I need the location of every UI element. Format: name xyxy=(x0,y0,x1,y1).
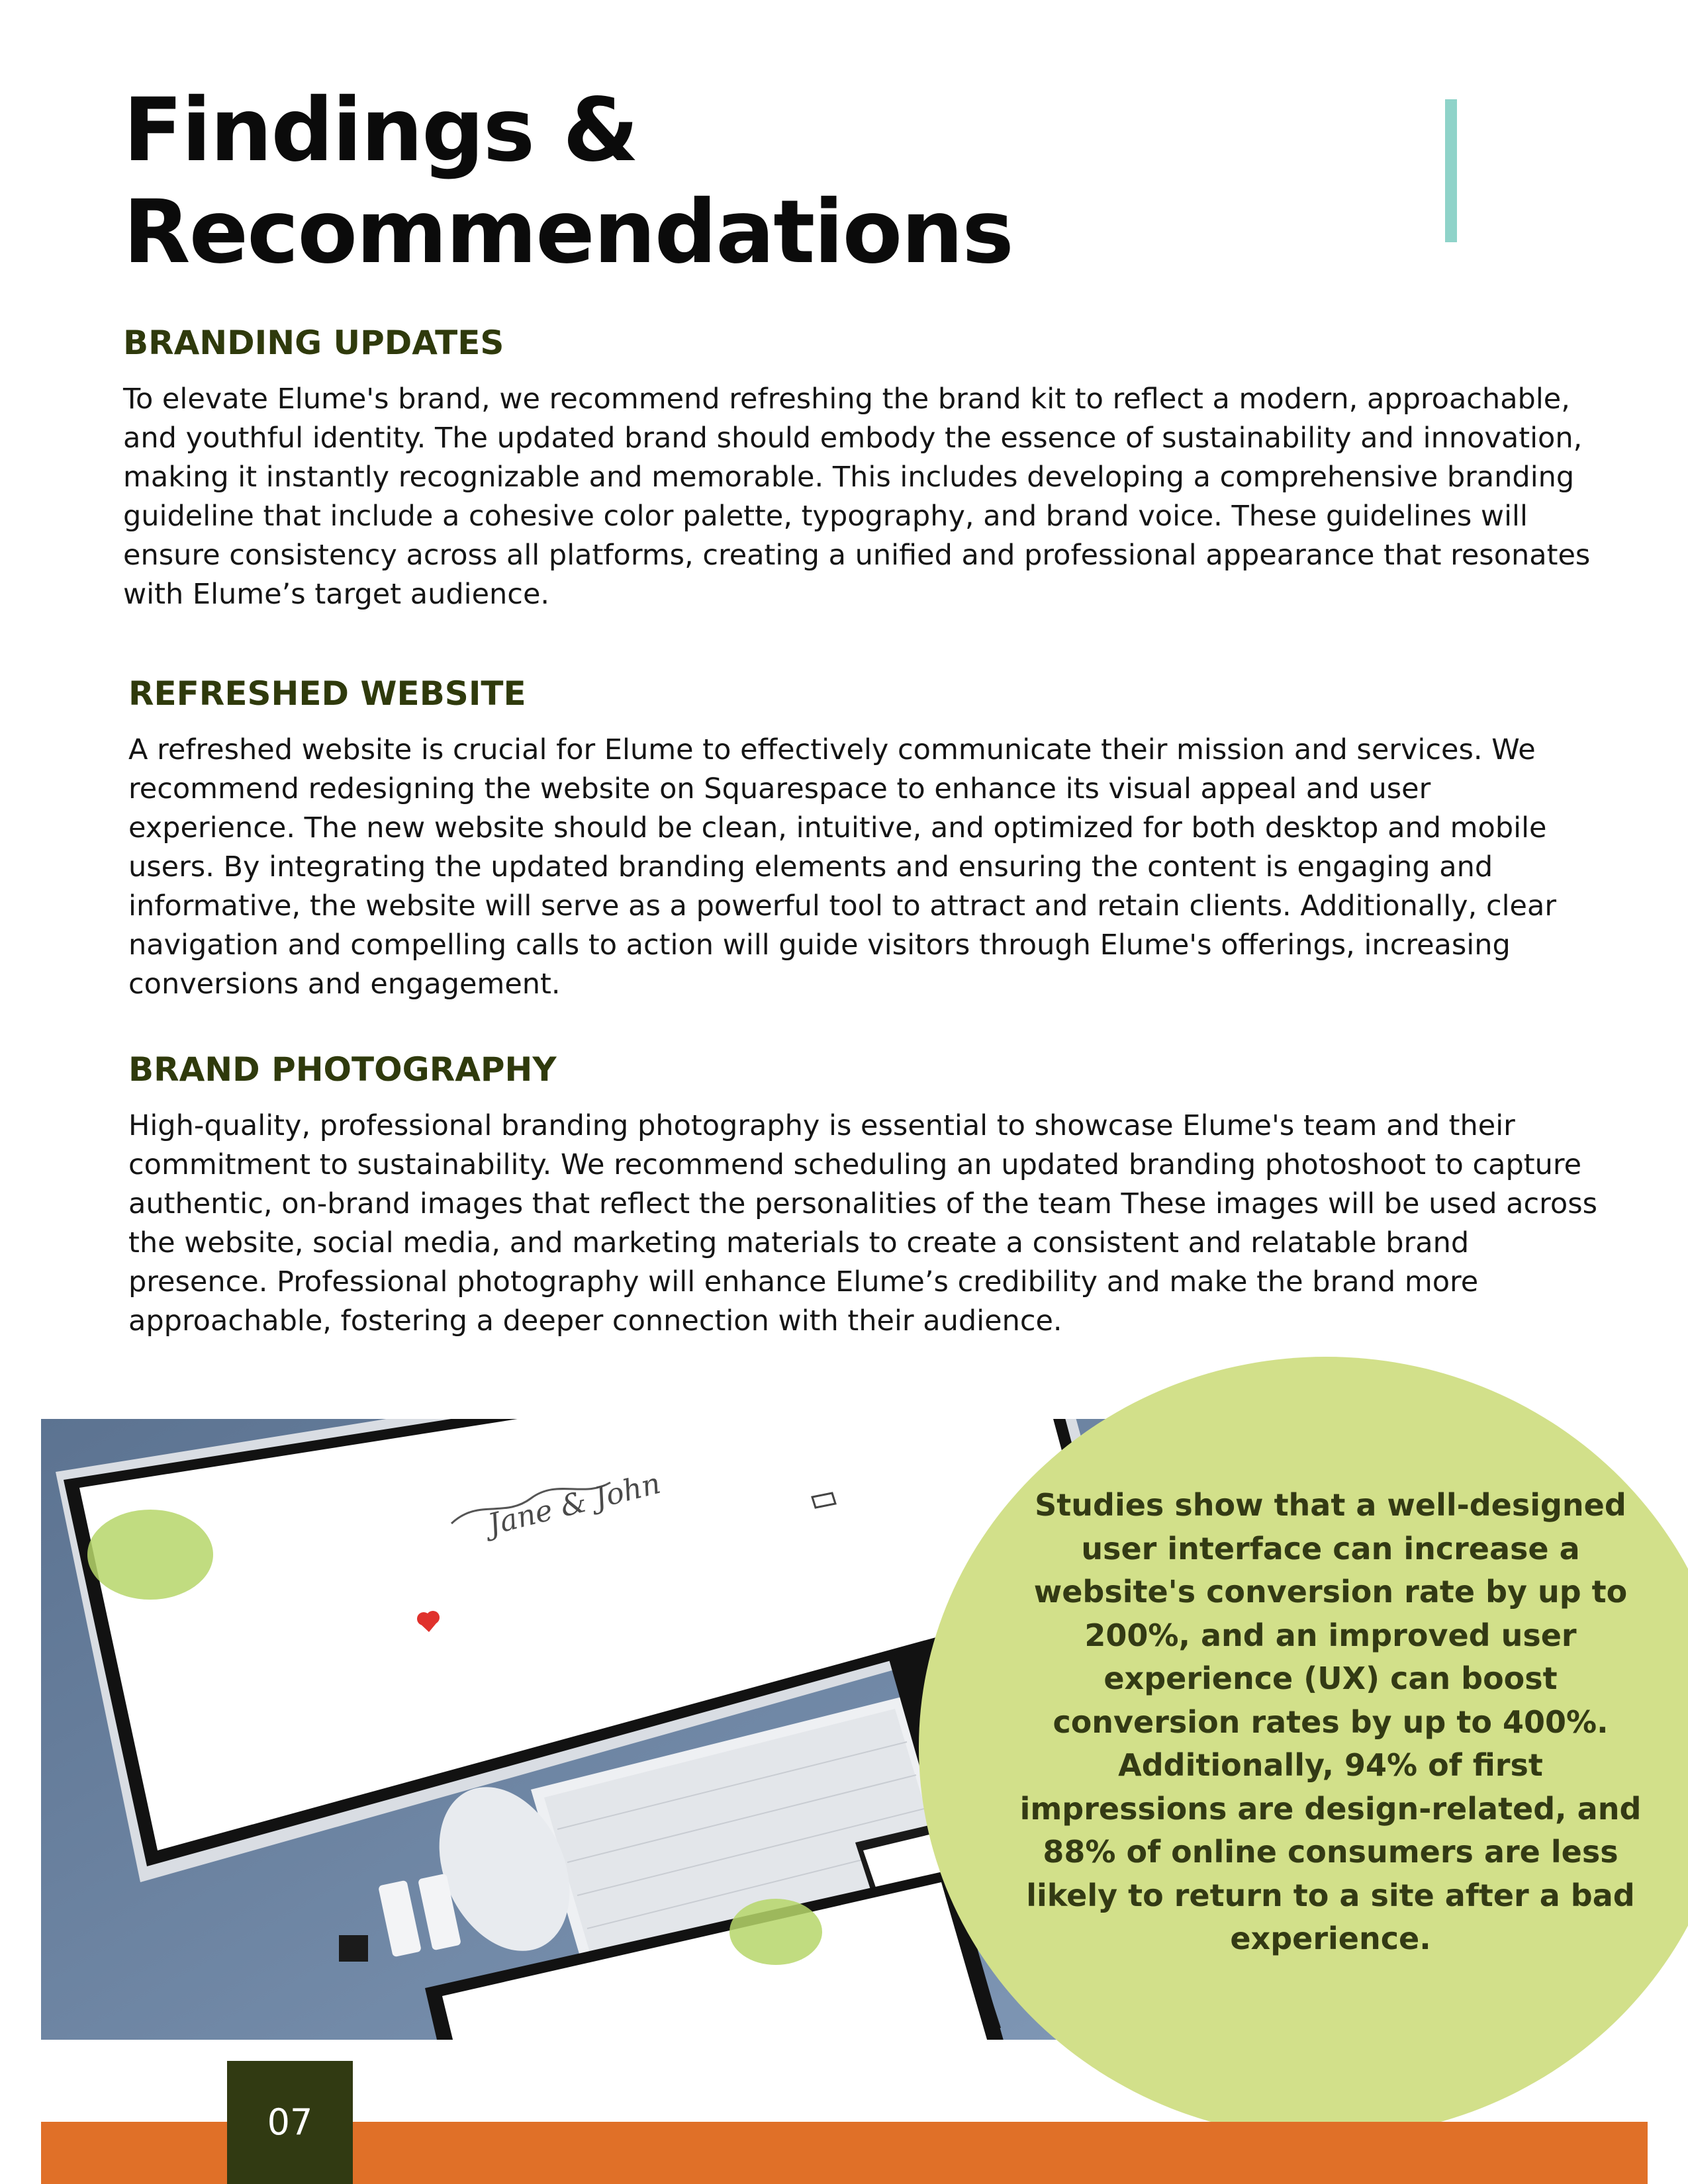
section-body: High-quality, professional branding photography is essential to showcase Elume's team and their commitment to sustainability. We recommend scheduling an updated branding photoshoot to capture authentic, on-brand images that reflect the personalities of the team These images will be used across the website, social media, and marketing materials to create a consistent and relatable brand presence. Professional photography will enhance Elume’s credibility and make the brand more approachable, fostering a deeper connection with their audience. xyxy=(128,1109,1598,1338)
page-number: 07 xyxy=(267,2101,313,2143)
section-heading: BRANDING UPDATES xyxy=(123,324,504,362)
section-branding-updates xyxy=(123,323,1599,614)
stat-callout-text: Studies show that a well-designed user interface can increase a website's conversion rate by up to 200%, and an improved user experience (UX) can boost conversion rates by up to 400%. Additionally, 94% of first impressions are design-related, and 88% of online consumers are less likely to return to a site after a bad experience. xyxy=(1019,1487,1642,1956)
section-body: A refreshed website is crucial for Elume to effectively communicate their mission and services. We recommend redesigning the website on Squarespace to enhance its visual appeal and user experience. The new website should be clean, intuitive, and optimized for both desktop and mobile users. By integrating the updated branding elements and ensuring the content is engaging and informative, the website will serve as a powerful tool to attract and retain clients. Additionally, clear navigation and compelling calls to action will guide visitors through Elume's offerings, increasing conversions and engagement. xyxy=(128,733,1557,1001)
accent-bar xyxy=(1445,99,1457,242)
section-body: To elevate Elume's brand, we recommend refreshing the brand kit to reflect a modern, approachable, and youthful identity. The updated brand should embody the essence of sustainability and innovation, making it instantly recognizable and memorable. This includes developing a comprehensive branding guideline that include a cohesive color palette, typography, and brand voice. These guidelines will ensure consistency across all platforms, creating a unified and professional appearance that resonates with Elume’s target audience. xyxy=(123,383,1591,611)
page-title-line-1: Findings & xyxy=(123,79,638,181)
section-heading: REFRESHED WEBSITE xyxy=(128,674,526,713)
watercolor-leaf xyxy=(87,1510,213,1600)
binder-clip xyxy=(339,1935,368,1962)
page-title-line-2: Recommendations xyxy=(123,181,1013,283)
section-brand-photography xyxy=(128,1050,1605,1341)
section-refreshed-website xyxy=(128,674,1605,1004)
screen-script-text: Jane & John xyxy=(485,1466,664,1542)
section-heading: BRAND PHOTOGRAPHY xyxy=(128,1050,557,1089)
page-title xyxy=(123,79,1381,283)
